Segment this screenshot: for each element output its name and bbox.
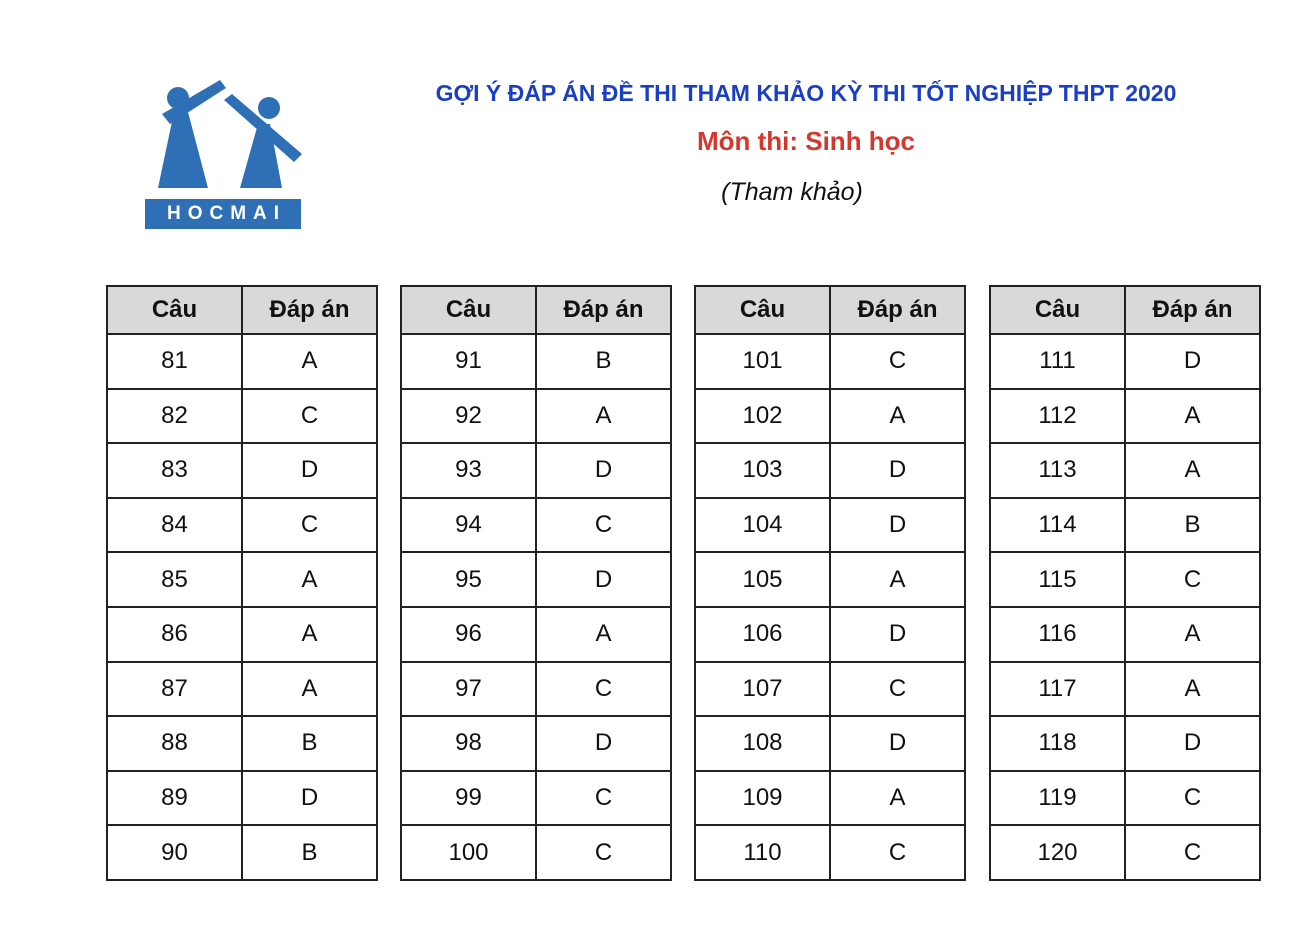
question-number: 92 xyxy=(401,389,536,444)
table-row xyxy=(695,607,965,662)
answer-letter: A xyxy=(536,607,671,662)
answer-table-4 xyxy=(989,285,1261,881)
question-number: 119 xyxy=(990,771,1125,826)
answer-letter: D xyxy=(830,607,965,662)
answer-letter: C xyxy=(242,498,377,553)
logo-figures-icon xyxy=(144,78,304,198)
answer-letter: A xyxy=(830,389,965,444)
column-header-question: Câu xyxy=(990,286,1125,334)
answer-table-1 xyxy=(106,285,378,881)
table-header-row xyxy=(401,286,671,334)
answer-letter: D xyxy=(830,498,965,553)
answer-letter: D xyxy=(830,716,965,771)
answer-letter: A xyxy=(242,607,377,662)
question-number: 105 xyxy=(695,552,830,607)
table-row xyxy=(107,771,377,826)
hocmai-logo xyxy=(144,78,304,232)
answer-letter: D xyxy=(242,771,377,826)
question-number: 94 xyxy=(401,498,536,553)
question-number: 98 xyxy=(401,716,536,771)
answer-letter: C xyxy=(536,825,671,880)
column-header-question: Câu xyxy=(401,286,536,334)
table-row xyxy=(990,771,1260,826)
answer-letter: D xyxy=(830,443,965,498)
table-row xyxy=(107,498,377,553)
question-number: 108 xyxy=(695,716,830,771)
question-number: 114 xyxy=(990,498,1125,553)
table-row xyxy=(401,334,671,389)
table-row xyxy=(107,607,377,662)
question-number: 102 xyxy=(695,389,830,444)
question-number: 106 xyxy=(695,607,830,662)
answer-letter: A xyxy=(1125,662,1260,717)
table-row xyxy=(695,443,965,498)
question-number: 91 xyxy=(401,334,536,389)
table-row xyxy=(990,607,1260,662)
answer-letter: D xyxy=(1125,716,1260,771)
table-row xyxy=(107,334,377,389)
answer-letter: C xyxy=(536,498,671,553)
table-row xyxy=(107,389,377,444)
table-row xyxy=(107,443,377,498)
answer-letter: A xyxy=(536,389,671,444)
table-row xyxy=(401,771,671,826)
table-header-row xyxy=(107,286,377,334)
page-title: GỢI Ý ĐÁP ÁN ĐỀ THI THAM KHẢO KỲ THI TỐT NGHIỆP THPT 2020 xyxy=(435,80,1177,106)
answer-letter: C xyxy=(830,334,965,389)
answer-letter: B xyxy=(242,716,377,771)
answer-letter: A xyxy=(1125,389,1260,444)
question-number: 85 xyxy=(107,552,242,607)
table-row xyxy=(695,552,965,607)
question-number: 110 xyxy=(695,825,830,880)
table-row xyxy=(990,825,1260,880)
answer-letter: B xyxy=(1125,498,1260,553)
table-row xyxy=(401,389,671,444)
table-row xyxy=(401,552,671,607)
answer-letter: A xyxy=(830,552,965,607)
answer-letter: C xyxy=(1125,825,1260,880)
answer-letter: C xyxy=(1125,552,1260,607)
question-number: 99 xyxy=(401,771,536,826)
table-row xyxy=(990,716,1260,771)
table-row xyxy=(990,498,1260,553)
answer-letter: D xyxy=(242,443,377,498)
answer-letter: A xyxy=(1125,443,1260,498)
table-row xyxy=(401,716,671,771)
answer-letter: D xyxy=(536,716,671,771)
table-row xyxy=(990,334,1260,389)
column-header-question: Câu xyxy=(107,286,242,334)
table-row xyxy=(695,334,965,389)
question-number: 88 xyxy=(107,716,242,771)
question-number: 86 xyxy=(107,607,242,662)
table-row xyxy=(107,716,377,771)
table-header-row xyxy=(990,286,1260,334)
answer-letter: D xyxy=(1125,334,1260,389)
question-number: 103 xyxy=(695,443,830,498)
answer-table-2 xyxy=(400,285,672,881)
table-header-row xyxy=(695,286,965,334)
table-row xyxy=(990,389,1260,444)
answer-letter: A xyxy=(242,552,377,607)
answer-letter: A xyxy=(242,334,377,389)
table-row xyxy=(107,552,377,607)
column-header-answer: Đáp án xyxy=(1125,286,1260,334)
answer-letter: A xyxy=(242,662,377,717)
answer-table-3 xyxy=(694,285,966,881)
answer-letter: C xyxy=(536,662,671,717)
column-header-answer: Đáp án xyxy=(242,286,377,334)
answer-letter: D xyxy=(536,443,671,498)
table-row xyxy=(695,716,965,771)
question-number: 115 xyxy=(990,552,1125,607)
table-row xyxy=(695,662,965,717)
table-row xyxy=(107,825,377,880)
question-number: 113 xyxy=(990,443,1125,498)
column-header-answer: Đáp án xyxy=(830,286,965,334)
table-row xyxy=(695,498,965,553)
question-number: 87 xyxy=(107,662,242,717)
table-row xyxy=(401,825,671,880)
question-number: 93 xyxy=(401,443,536,498)
answer-letter: A xyxy=(1125,607,1260,662)
answer-letter: C xyxy=(536,771,671,826)
answer-letter: A xyxy=(830,771,965,826)
logo-brand-text: HOCMAI xyxy=(145,199,301,229)
table-row xyxy=(401,662,671,717)
answer-letter: C xyxy=(830,662,965,717)
question-number: 100 xyxy=(401,825,536,880)
answer-letter: C xyxy=(242,389,377,444)
answer-letter: D xyxy=(536,552,671,607)
question-number: 117 xyxy=(990,662,1125,717)
table-row xyxy=(990,662,1260,717)
question-number: 82 xyxy=(107,389,242,444)
table-row xyxy=(695,825,965,880)
question-number: 83 xyxy=(107,443,242,498)
question-number: 89 xyxy=(107,771,242,826)
question-number: 97 xyxy=(401,662,536,717)
column-header-question: Câu xyxy=(695,286,830,334)
question-number: 95 xyxy=(401,552,536,607)
table-row xyxy=(695,771,965,826)
question-number: 84 xyxy=(107,498,242,553)
question-number: 96 xyxy=(401,607,536,662)
answer-letter: C xyxy=(830,825,965,880)
question-number: 111 xyxy=(990,334,1125,389)
table-row xyxy=(401,607,671,662)
question-number: 120 xyxy=(990,825,1125,880)
table-row xyxy=(401,443,671,498)
question-number: 81 xyxy=(107,334,242,389)
answer-letter: C xyxy=(1125,771,1260,826)
reference-note: (Tham khảo) xyxy=(721,178,863,206)
answer-letter: B xyxy=(242,825,377,880)
question-number: 109 xyxy=(695,771,830,826)
question-number: 112 xyxy=(990,389,1125,444)
table-row xyxy=(695,389,965,444)
question-number: 116 xyxy=(990,607,1125,662)
table-row xyxy=(990,443,1260,498)
answer-letter: B xyxy=(536,334,671,389)
table-row xyxy=(401,498,671,553)
question-number: 101 xyxy=(695,334,830,389)
question-number: 107 xyxy=(695,662,830,717)
table-row xyxy=(990,552,1260,607)
column-header-answer: Đáp án xyxy=(536,286,671,334)
table-row xyxy=(107,662,377,717)
question-number: 118 xyxy=(990,716,1125,771)
subject-title: Môn thi: Sinh học xyxy=(696,126,916,156)
question-number: 90 xyxy=(107,825,242,880)
question-number: 104 xyxy=(695,498,830,553)
